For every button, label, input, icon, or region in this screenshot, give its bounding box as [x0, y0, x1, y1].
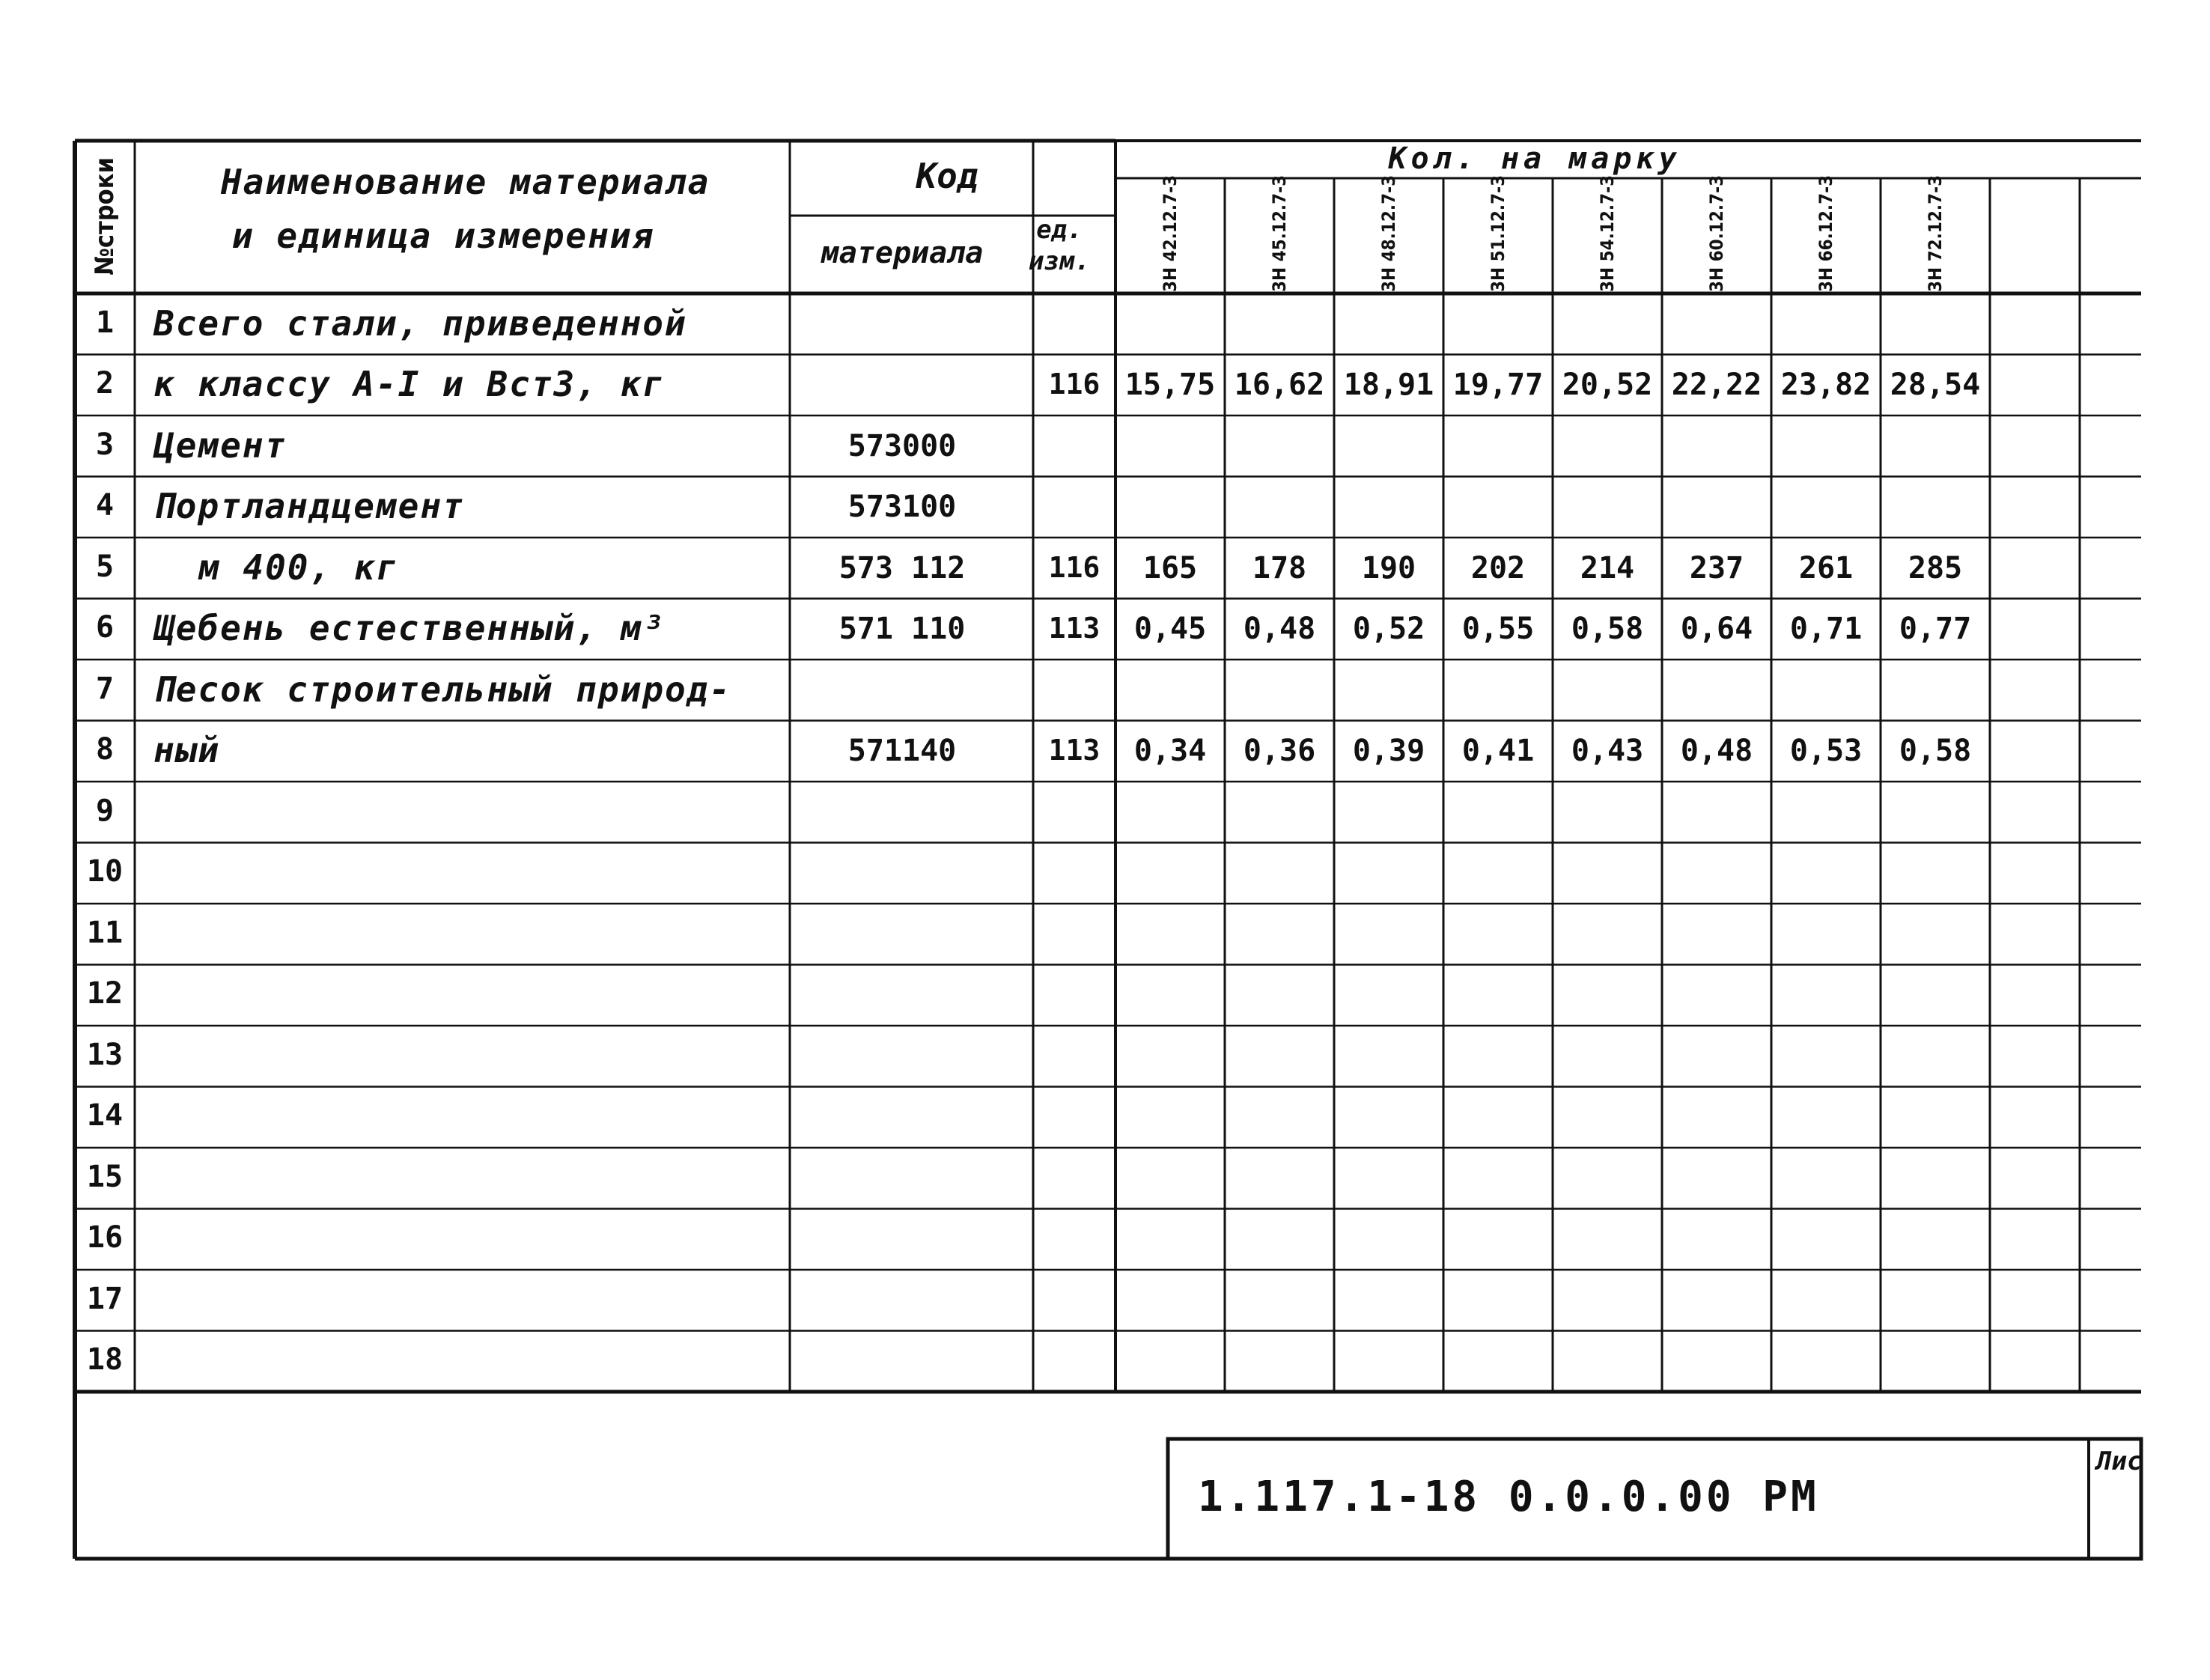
name-header-line1: Наименование материала	[221, 162, 710, 202]
quantity-value: 0,41	[1461, 734, 1535, 769]
row-number: 2	[95, 366, 115, 401]
mark-label: 3Н 51.12.7-3	[1488, 174, 1509, 292]
row-number: 4	[95, 488, 115, 523]
name-header-line2: и единица измерения	[232, 216, 655, 256]
row-number: 11	[86, 915, 124, 950]
quantity-value: 0,34	[1133, 734, 1207, 769]
quantity-value: 23,82	[1780, 368, 1872, 403]
sheet-label: Лис	[2096, 1446, 2143, 1476]
material-name: м 400, кг	[198, 547, 399, 588]
row-number: 1	[95, 305, 115, 340]
quantity-value: 0,55	[1461, 612, 1535, 647]
mark-label: 3Н 66.12.7-3	[1815, 174, 1836, 292]
row-number: 7	[95, 671, 115, 706]
row-number: 13	[86, 1037, 124, 1072]
unit-header-line2: изм.	[1029, 246, 1090, 276]
quantity-value: 0,43	[1571, 734, 1644, 769]
row-number: 8	[95, 732, 115, 767]
quantity-value: 0,53	[1789, 734, 1863, 769]
quantity-value: 0,58	[1571, 612, 1644, 647]
quantity-value: 15,75	[1124, 368, 1216, 403]
qty-header: Кол. на марку	[1388, 141, 1681, 176]
quantity-value: 0,58	[1899, 734, 1972, 769]
mark-label: 3Н 72.12.7-3	[1925, 174, 1946, 292]
mark-label: 3Н 48.12.7-3	[1378, 174, 1399, 292]
quantity-value: 214	[1580, 550, 1635, 585]
quantity-value: 202	[1470, 550, 1526, 585]
row-number: 14	[86, 1098, 124, 1133]
quantity-value: 178	[1252, 550, 1307, 585]
material-name: Щебень естественный, м³	[153, 608, 665, 649]
quantity-value: 237	[1689, 550, 1744, 585]
code-header: Код	[916, 156, 978, 196]
quantity-value: 20,52	[1562, 368, 1653, 403]
material-name: Песок строительный природ-	[153, 669, 732, 710]
unit-code: 113	[1048, 734, 1101, 767]
material-name: к классу А-I и Вст3, кг	[153, 364, 665, 405]
quantity-value: 0,77	[1899, 612, 1972, 647]
material-name: Цемент	[153, 424, 287, 466]
quantity-value: 261	[1798, 550, 1854, 585]
unit-code: 116	[1048, 368, 1101, 401]
row-number: 6	[95, 610, 115, 645]
material-code: 573 112	[838, 550, 966, 585]
row-number: 15	[86, 1159, 124, 1194]
quantity-value: 0,71	[1789, 612, 1863, 647]
material-name: ный	[153, 730, 221, 771]
quantity-value: 0,48	[1680, 734, 1753, 769]
quantity-value: 190	[1361, 550, 1416, 585]
row-number-header: №строки	[90, 157, 120, 276]
material-code: 571 110	[838, 612, 966, 647]
row-number: 10	[86, 854, 124, 889]
material-code: 573000	[847, 428, 957, 463]
unit-code: 113	[1048, 612, 1101, 645]
mark-label: 3Н 45.12.7-3	[1269, 174, 1290, 292]
quantity-value: 0,48	[1243, 612, 1316, 647]
row-number: 9	[95, 793, 115, 828]
unit-header-line1: ед.	[1036, 215, 1083, 245]
document-code: 1.117.1-18 0.0.0.00 РМ	[1198, 1473, 1819, 1521]
row-number: 18	[86, 1342, 124, 1378]
mark-label: 3Н 54.12.7-3	[1597, 174, 1618, 292]
quantity-value: 28,54	[1890, 368, 1981, 403]
unit-code: 116	[1048, 550, 1101, 584]
material-code: 573100	[847, 490, 957, 525]
quantity-value: 165	[1142, 550, 1198, 585]
material-header: материала	[821, 236, 984, 270]
quantity-value: 0,36	[1243, 734, 1316, 769]
material-name: Портландцемент	[153, 486, 465, 527]
quantity-value: 0,45	[1133, 612, 1207, 647]
quantity-value: 0,39	[1352, 734, 1425, 769]
row-number: 5	[95, 549, 115, 584]
quantity-value: 285	[1908, 550, 1963, 585]
material-name: Всего стали, приведенной	[153, 302, 687, 344]
quantity-value: 19,77	[1452, 368, 1544, 403]
quantity-value: 0,64	[1680, 612, 1753, 647]
mark-label: 3Н 42.12.7-3	[1160, 174, 1181, 292]
row-number: 16	[86, 1220, 124, 1256]
row-number: 12	[86, 976, 124, 1011]
mark-label: 3Н 60.12.7-3	[1706, 174, 1727, 292]
row-number: 17	[86, 1281, 124, 1316]
quantity-value: 18,91	[1343, 368, 1434, 403]
material-code: 571140	[847, 734, 957, 769]
quantity-value: 22,22	[1671, 368, 1762, 403]
row-number: 3	[95, 427, 115, 462]
quantity-value: 16,62	[1234, 368, 1325, 403]
quantity-value: 0,52	[1352, 612, 1425, 647]
